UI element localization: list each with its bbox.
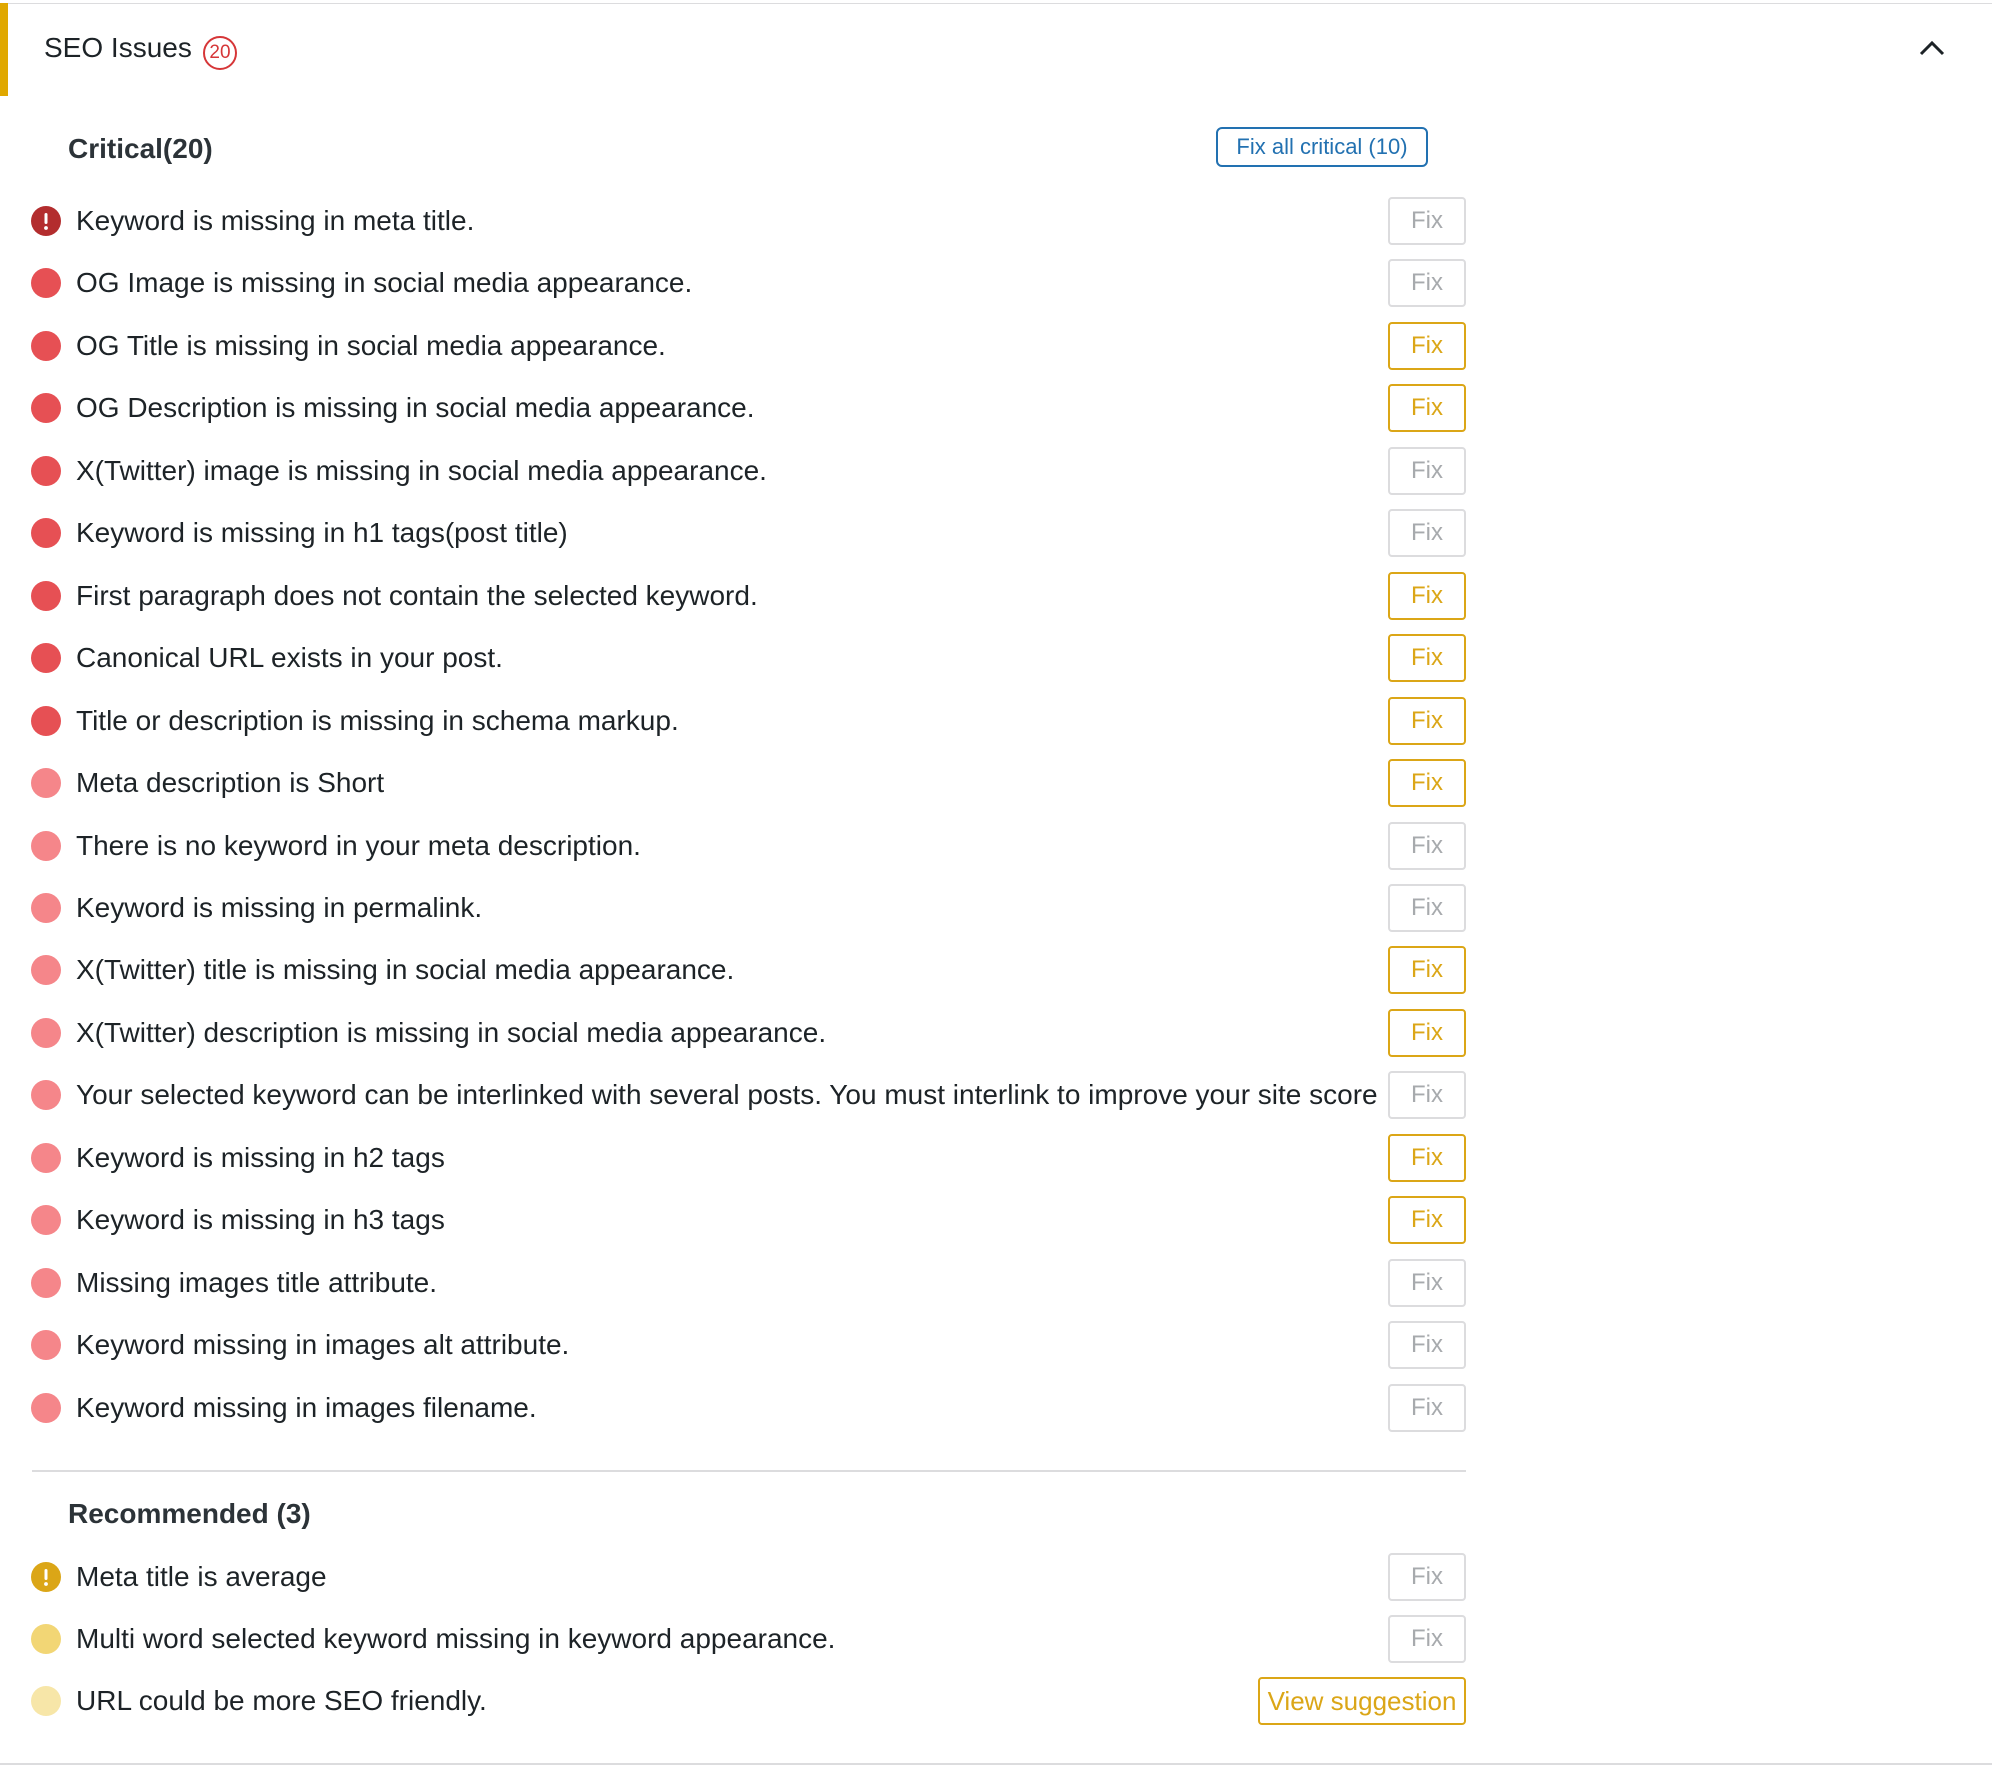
fix-button[interactable]: Fix	[1388, 634, 1466, 682]
fix-button[interactable]: Fix	[1388, 884, 1466, 932]
severity-dot-icon	[31, 1143, 61, 1173]
issue-text: Keyword is missing in h3 tags	[76, 1204, 445, 1236]
fix-button[interactable]: Fix	[1388, 384, 1466, 432]
severity-dot-icon	[31, 1330, 61, 1360]
issue-row	[30, 197, 1468, 245]
fix-button[interactable]: Fix	[1388, 1321, 1466, 1369]
issue-row	[30, 322, 1468, 370]
view-suggestion-button[interactable]: View suggestion	[1258, 1677, 1466, 1725]
issue-row	[30, 1071, 1468, 1119]
issue-count-badge: 20	[203, 36, 237, 70]
fix-button[interactable]: Fix	[1388, 1196, 1466, 1244]
severity-dot-icon	[31, 1018, 61, 1048]
fix-button[interactable]: Fix	[1388, 1615, 1466, 1663]
panel-bottom-border	[0, 1763, 1992, 1765]
severity-dot-icon	[31, 768, 61, 798]
issue-text: Keyword is missing in meta title.	[76, 205, 475, 236]
issue-row	[30, 1134, 1468, 1182]
issue-row	[30, 1196, 1468, 1244]
issue-text: Meta title is average	[76, 1561, 327, 1592]
chevron-up-icon	[1919, 40, 1945, 56]
issue-row	[30, 1384, 1468, 1432]
collapse-button[interactable]	[1912, 30, 1952, 66]
issue-row	[30, 259, 1468, 307]
fix-button[interactable]: Fix	[1388, 447, 1466, 495]
severity-dot-icon	[31, 581, 61, 611]
issue-text: Keyword is missing in h2 tags	[76, 1141, 445, 1173]
severity-dot-icon	[31, 1080, 61, 1110]
severity-dot-icon	[31, 1686, 61, 1716]
issue-text: Keyword missing in images filename.	[76, 1391, 537, 1423]
severity-dot-icon	[31, 1205, 61, 1235]
issue-row	[30, 572, 1468, 620]
panel-accent-bar	[0, 3, 8, 96]
section-divider	[32, 1470, 1466, 1472]
fix-button[interactable]: Fix	[1388, 822, 1466, 870]
fix-button[interactable]: Fix	[1388, 1134, 1466, 1182]
issue-text: Your selected keyword can be interlinked with several posts. You must interlink to improve your site score	[76, 1079, 1378, 1111]
recommended-section-title: Recommended (3)	[68, 1498, 311, 1529]
issue-text: X(Twitter) description is missing in social media appearance.	[76, 1016, 827, 1048]
critical-section-title: Critical(20)	[68, 133, 213, 164]
issue-text: Title or description is missing in schema markup.	[76, 704, 679, 736]
issue-row	[30, 384, 1468, 432]
severity-dot-icon	[31, 268, 61, 298]
fix-button[interactable]: Fix	[1388, 572, 1466, 620]
fix-button[interactable]: Fix	[1388, 1071, 1466, 1119]
issue-row	[30, 1677, 1468, 1725]
exclamation-icon	[31, 1562, 61, 1592]
issue-row	[30, 822, 1468, 870]
issue-row	[30, 884, 1468, 932]
severity-dot-icon	[31, 706, 61, 736]
fix-button[interactable]: Fix	[1388, 1259, 1466, 1307]
fix-button[interactable]: Fix	[1388, 1553, 1466, 1601]
fix-all-critical-button[interactable]: Fix all critical (10)	[1216, 127, 1428, 167]
issue-row	[30, 1615, 1468, 1663]
issue-text: First paragraph does not contain the selected keyword.	[76, 579, 758, 611]
issue-row	[30, 1259, 1468, 1307]
severity-dot-icon	[31, 456, 61, 486]
fix-button[interactable]: Fix	[1388, 697, 1466, 745]
issue-row	[30, 946, 1468, 994]
fix-button[interactable]: Fix	[1388, 197, 1466, 245]
issue-row	[30, 447, 1468, 495]
panel-title: SEO Issues	[44, 32, 192, 63]
issue-row	[30, 1321, 1468, 1369]
severity-dot-icon	[31, 955, 61, 985]
severity-dot-icon	[31, 331, 61, 361]
severity-dot-icon	[31, 831, 61, 861]
fix-button[interactable]: Fix	[1388, 946, 1466, 994]
severity-dot-icon	[31, 1624, 61, 1654]
issue-text: Keyword missing in images alt attribute.	[76, 1329, 570, 1361]
issue-text: There is no keyword in your meta description.	[76, 829, 641, 861]
issue-text: Canonical URL exists in your post.	[76, 642, 503, 674]
issue-text: Keyword is missing in permalink.	[76, 891, 483, 923]
issue-row	[30, 759, 1468, 807]
issue-text: OG Image is missing in social media appearance.	[76, 267, 693, 299]
issue-text: Meta description is Short	[76, 767, 385, 799]
exclamation-icon	[31, 206, 61, 236]
issue-row	[30, 697, 1468, 745]
issue-row	[30, 509, 1468, 557]
fix-button[interactable]: Fix	[1388, 322, 1466, 370]
issue-text: Keyword is missing in h1 tags(post title)	[76, 517, 568, 549]
fix-button[interactable]: Fix	[1388, 259, 1466, 307]
fix-button[interactable]: Fix	[1388, 509, 1466, 557]
issue-text: URL could be more SEO friendly.	[76, 1685, 487, 1716]
issue-row	[30, 634, 1468, 682]
severity-dot-icon	[31, 518, 61, 548]
fix-button[interactable]: Fix	[1388, 1384, 1466, 1432]
issue-text: X(Twitter) image is missing in social media appearance.	[76, 454, 767, 486]
severity-dot-icon	[31, 643, 61, 673]
severity-dot-icon	[31, 893, 61, 923]
issue-text: OG Title is missing in social media appearance.	[76, 329, 666, 361]
severity-dot-icon	[31, 1393, 61, 1423]
fix-button[interactable]: Fix	[1388, 759, 1466, 807]
issue-text: Multi word selected keyword missing in keyword appearance.	[76, 1623, 836, 1654]
issue-text: X(Twitter) title is missing in social media appearance.	[76, 954, 735, 986]
severity-dot-icon	[31, 393, 61, 423]
issue-row	[30, 1553, 1468, 1601]
fix-button[interactable]: Fix	[1388, 1009, 1466, 1057]
issue-row	[30, 1009, 1468, 1057]
severity-dot-icon	[31, 1268, 61, 1298]
issue-text: OG Description is missing in social media appearance.	[76, 392, 755, 424]
issue-text: Missing images title attribute.	[76, 1266, 438, 1298]
